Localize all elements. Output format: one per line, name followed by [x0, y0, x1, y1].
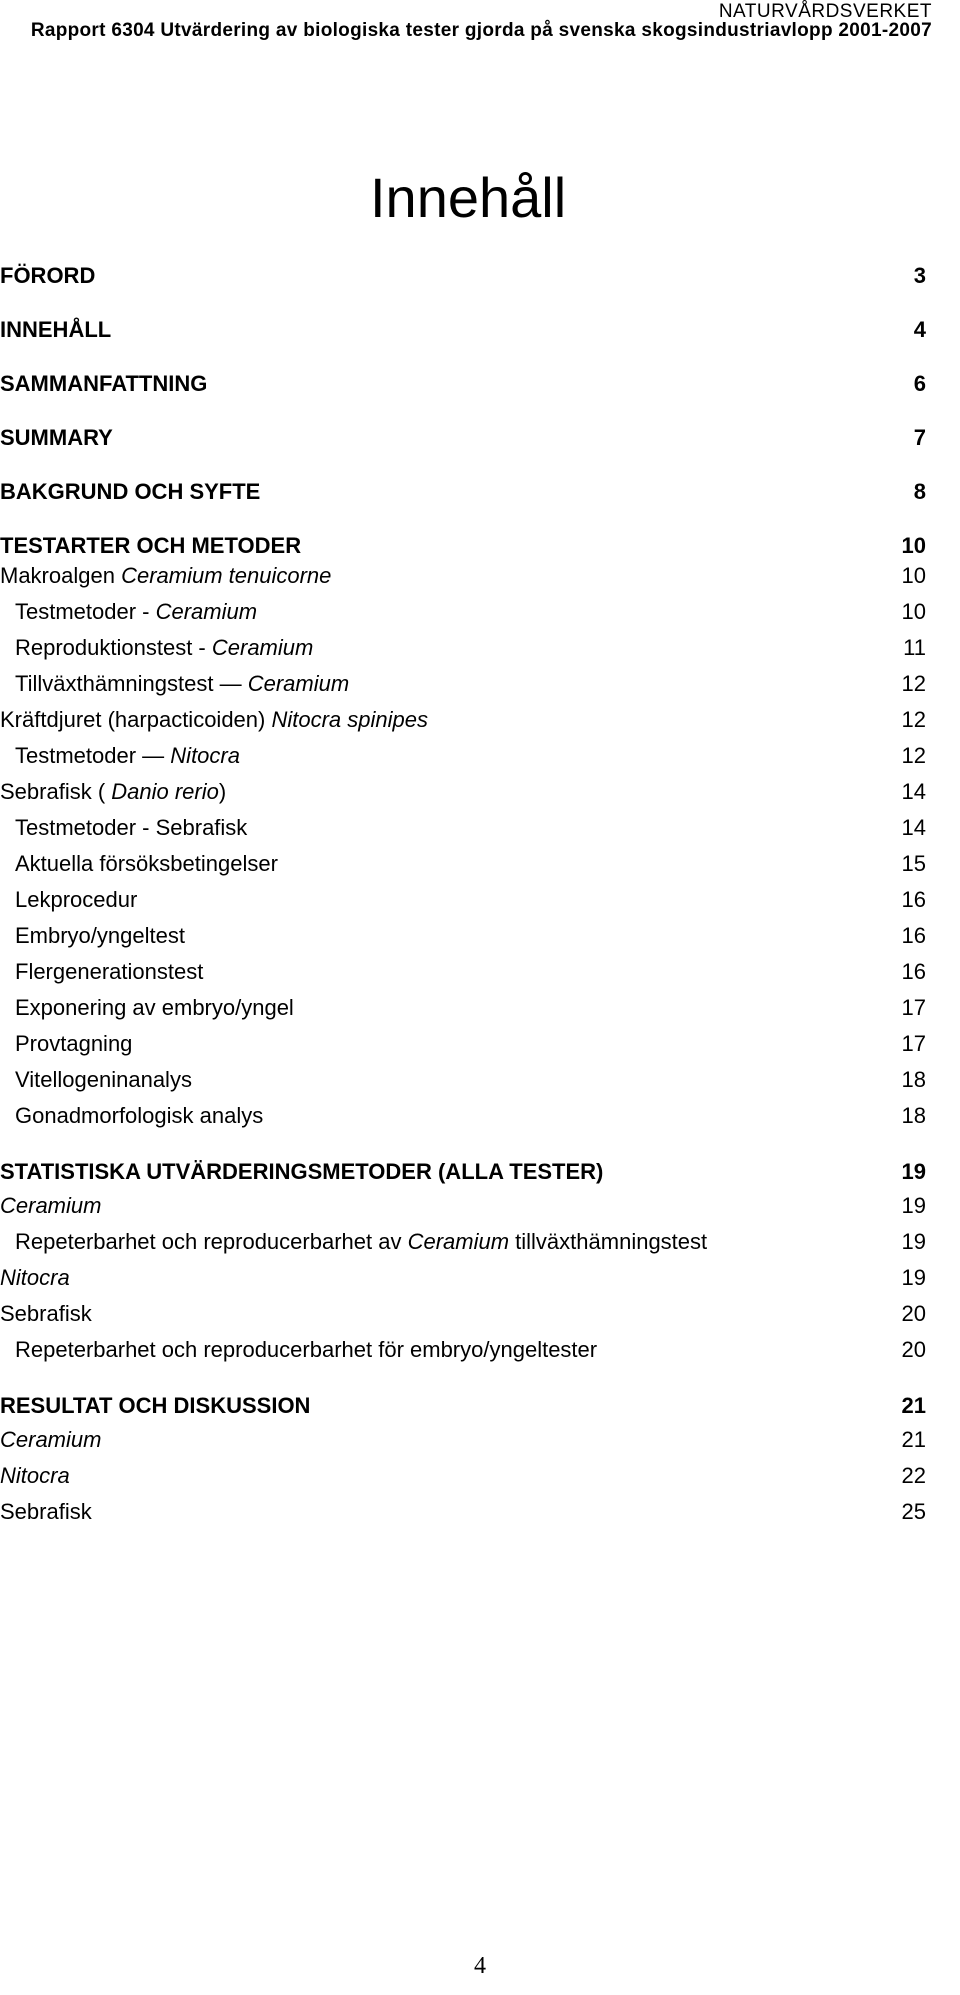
toc-entry — [0, 851, 926, 877]
toc-entry-title-text: RESULTAT OCH DISKUSSION — [0, 1393, 311, 1418]
toc-entry-title — [15, 1229, 707, 1255]
toc-entry-title-text: Flergenerationstest — [15, 959, 204, 984]
toc-entry-title-italic: Ceramium — [211, 635, 314, 660]
toc-entry-title — [0, 533, 301, 559]
toc-entry-title-text: Vitellogeninanalys — [15, 1067, 192, 1092]
toc-entry — [0, 1301, 926, 1327]
toc-entry-page: 15 — [901, 851, 926, 876]
toc-entry-title-text: STATISTISKA UTVÄRDERINGSMETODER (ALLA TESTER) — [0, 1159, 604, 1184]
toc-entry-title-text: Exponering av embryo/yngel — [15, 995, 294, 1020]
toc-entry — [0, 1159, 926, 1185]
toc-entry-page: 4 — [913, 317, 926, 342]
toc-entry — [0, 371, 926, 397]
toc-entry-title — [15, 995, 294, 1021]
toc-entry — [0, 533, 926, 559]
toc-entry-title-italic: Ceramium — [155, 599, 258, 624]
toc-entry — [0, 635, 926, 661]
toc-entry-page: 19 — [901, 1229, 926, 1254]
toc-entry — [0, 671, 926, 697]
toc-entry-page: 17 — [901, 1031, 926, 1056]
toc-entry-page: 17 — [901, 995, 926, 1020]
toc-entry-page: 22 — [901, 1463, 926, 1488]
toc-entry-title-text: INNEHÅLL — [0, 317, 112, 342]
toc-entry-title-text: tillväxthämningstest — [509, 1229, 708, 1254]
toc-entry-page: 11 — [903, 635, 926, 660]
toc-entry — [0, 743, 926, 769]
toc-entry-title-italic: Ceramium — [407, 1229, 510, 1254]
toc-entry-title — [15, 1337, 597, 1363]
toc-entry-title — [0, 1463, 70, 1489]
toc-entry — [0, 779, 926, 805]
toc-entry-title — [15, 635, 313, 661]
toc-entry-page: 12 — [901, 743, 926, 768]
toc-entry-title — [15, 1067, 192, 1093]
toc-entry — [0, 707, 926, 733]
toc-entry-title — [0, 425, 113, 451]
toc-entry-title — [0, 479, 260, 505]
toc-entry-title-text: Aktuella försöksbetingelser — [15, 851, 278, 876]
header-org: NATURVÅRDSVERKET — [718, 1, 932, 22]
toc-entry-title — [0, 1427, 101, 1453]
toc-entry-title — [15, 743, 240, 769]
toc-entry-page: 7 — [913, 425, 926, 450]
toc-entry — [0, 1067, 926, 1093]
toc-entry — [0, 1393, 926, 1419]
toc-entry-title-text: — — [219, 671, 248, 696]
toc-entry-title-italic: Ceramium — [0, 1193, 102, 1218]
toc-entry — [0, 1229, 926, 1255]
toc-entry-title-italic: Nitocra — [0, 1463, 70, 1488]
toc-entry — [0, 959, 926, 985]
toc-entry-page: 25 — [901, 1499, 926, 1524]
toc-entry-title-text: SUMMARY — [0, 425, 113, 450]
toc-entry-title-text: Makroalgen — [0, 563, 122, 588]
toc-entry-title-italic: Ceramium — [247, 671, 350, 696]
header-report-title: Rapport 6304 Utvärdering av biologiska tester gjorda på svenska skogsindustriavlopp 2001-2007 — [30, 20, 932, 41]
toc-entry — [0, 263, 926, 289]
toc-entry — [0, 1265, 926, 1291]
toc-entry — [0, 1031, 926, 1057]
toc-entry — [0, 1427, 926, 1453]
toc-entry-page: 16 — [901, 887, 926, 912]
toc-entry-title — [15, 851, 278, 877]
toc-entry — [0, 1103, 926, 1129]
toc-entry-title-text: SAMMANFATTNING — [0, 371, 208, 396]
toc-entry-title — [15, 599, 257, 625]
toc-entry-title-text: Kräftdjuret (harpacticoiden) — [0, 707, 272, 732]
toc-entry-page: 16 — [901, 959, 926, 984]
toc-entry-title — [0, 1499, 92, 1525]
toc-entry — [0, 1193, 926, 1219]
toc-entry-page: 10 — [901, 563, 926, 588]
toc-entry-page: 20 — [901, 1337, 926, 1362]
toc-entry-page: 19 — [901, 1159, 926, 1184]
toc-entry-title — [0, 1193, 101, 1219]
toc-entry-title — [15, 959, 203, 985]
toc-entry-title — [0, 1159, 603, 1185]
toc-entry-title — [0, 1393, 310, 1419]
toc-entry-title — [15, 815, 247, 841]
toc-entry-page: 20 — [901, 1301, 926, 1326]
toc-entry-title-text: Repeterbarhet och reproducerbarhet för embryo/yngeltester — [15, 1337, 598, 1362]
toc-entry-page: 21 — [901, 1393, 926, 1418]
toc-entry-page: 8 — [913, 479, 926, 504]
toc-entry-title-text: Testmetoder - — [15, 599, 156, 624]
toc-entry-page: 14 — [901, 779, 926, 804]
toc-entry-title — [15, 1103, 263, 1129]
toc-entry-title-italic: Nitocra spinipes — [271, 707, 428, 732]
toc-entry-page: 21 — [901, 1427, 926, 1452]
toc-entry — [0, 599, 926, 625]
toc-entry-title-text: Repeterbarhet och reproducerbarhet av — [15, 1229, 408, 1254]
toc-entry-title-text: Provtagning — [15, 1031, 133, 1056]
toc-entry — [0, 479, 926, 505]
toc-entry-title-text: ) — [218, 779, 227, 804]
toc-entry-page: 3 — [913, 263, 926, 288]
toc-entry-title-italic: Nitocra — [170, 743, 240, 768]
toc-entry-page: 19 — [901, 1193, 926, 1218]
toc-entry-page: 12 — [901, 671, 926, 696]
toc-entry — [0, 563, 926, 589]
toc-entry-title-text: FÖRORD — [0, 263, 96, 288]
toc-entry-title-text: Gonadmorfologisk analys — [15, 1103, 264, 1128]
toc-entry-title-text: Reproduktionstest - — [15, 635, 212, 660]
toc-entry — [0, 1463, 926, 1489]
toc-entry-page: 10 — [901, 533, 926, 558]
toc-entry-title-text: Tillväxthämningstest — [15, 671, 220, 696]
toc-entry-title-text: Sebrafisk ( — [0, 779, 112, 804]
toc-entry-page: 18 — [901, 1103, 926, 1128]
toc-entry-page: 14 — [901, 815, 926, 840]
toc-entry-title — [15, 923, 185, 949]
toc-entry — [0, 815, 926, 841]
toc-entry-title — [0, 317, 111, 343]
toc-entry-title — [0, 1265, 70, 1291]
toc-entry-title-text: — — [142, 743, 171, 768]
toc-entry-page: 10 — [901, 599, 926, 624]
toc-entry — [0, 995, 926, 1021]
toc-entry — [0, 317, 926, 343]
toc-entry-title — [0, 779, 226, 805]
toc-entry-title-text: Testmetoder - Sebrafisk — [15, 815, 248, 840]
toc-entry-title — [0, 263, 95, 289]
toc-entry-title-text: Lekprocedur — [15, 887, 138, 912]
toc-entry — [0, 1337, 926, 1363]
toc-entry-title-italic: Nitocra — [0, 1265, 70, 1290]
toc-entry-title — [0, 563, 331, 589]
toc-entry-title — [0, 371, 207, 397]
toc-entry-title-italic: Ceramium — [0, 1427, 102, 1452]
toc-entry-title-italic: Ceramium tenuicorne — [121, 563, 332, 588]
toc-entry-page: 18 — [901, 1067, 926, 1092]
toc-entry-title — [0, 707, 428, 733]
toc-entry — [0, 887, 926, 913]
page-title: Innehåll — [370, 166, 567, 229]
page-number: 4 — [474, 1953, 486, 1979]
toc-entry-title — [0, 1301, 92, 1327]
toc-entry — [0, 425, 926, 451]
toc-entry-title-text: Testmetoder — [15, 743, 143, 768]
toc-entry-title-italic: Danio rerio — [111, 779, 219, 804]
toc-entry-title-text: TESTARTER OCH METODER — [0, 533, 302, 558]
toc-entry-title-text: Embryo/yngeltest — [15, 923, 185, 948]
toc-entry-title-text: BAKGRUND OCH SYFTE — [0, 479, 261, 504]
toc-entry-title — [15, 671, 349, 697]
toc-entry — [0, 1499, 926, 1525]
toc-entry-page: 6 — [913, 371, 926, 396]
toc-entry-page: 19 — [901, 1265, 926, 1290]
toc-entry-title — [15, 887, 137, 913]
toc-entry — [0, 923, 926, 949]
toc-entry-title — [15, 1031, 132, 1057]
toc-entry-title-text: Sebrafisk — [0, 1301, 92, 1326]
toc-entry-page: 12 — [901, 707, 926, 732]
toc-entry-page: 16 — [901, 923, 926, 948]
toc-entry-title-text: Sebrafisk — [0, 1499, 92, 1524]
